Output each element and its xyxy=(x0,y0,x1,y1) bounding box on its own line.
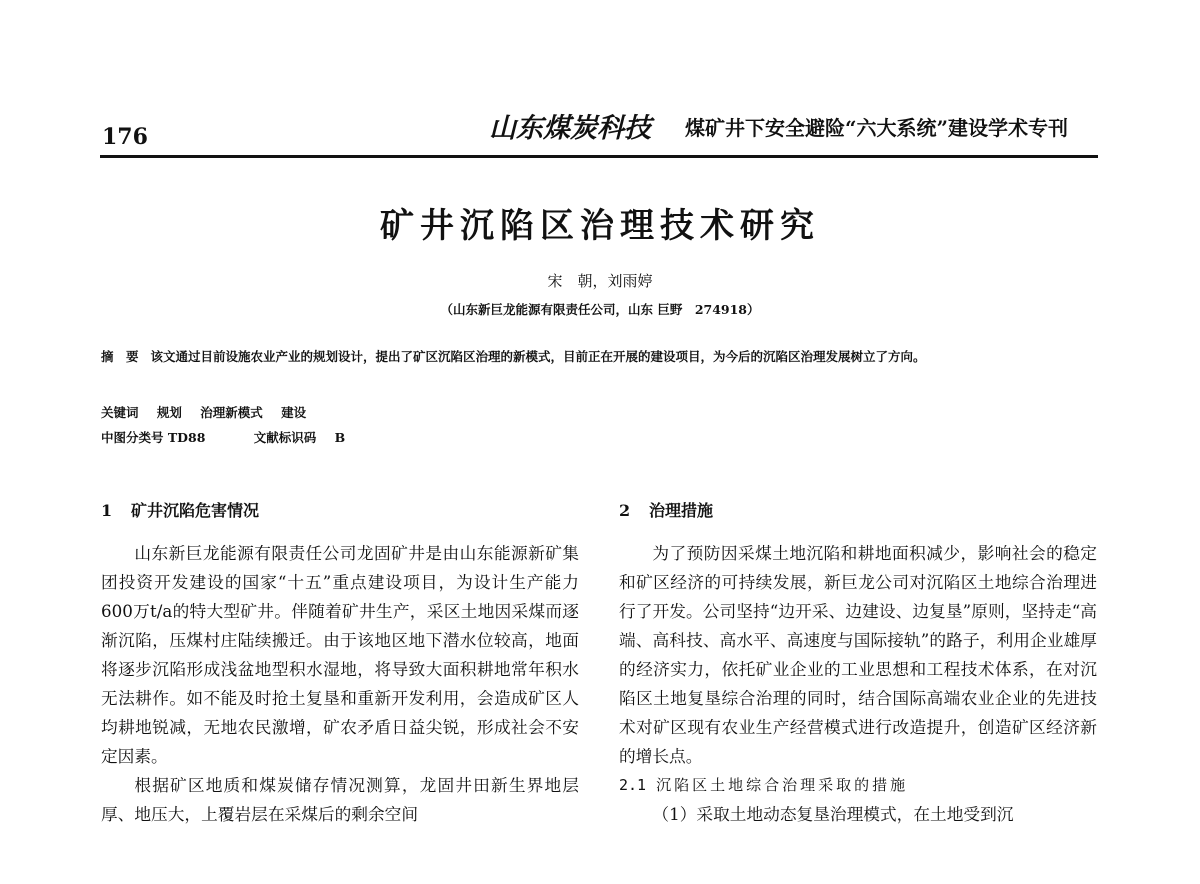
subsection-heading xyxy=(619,771,1097,800)
article-title: 矿井沉陷区治理技术研究 xyxy=(380,206,820,246)
keyword: 建设 xyxy=(281,405,307,420)
section-number: 1 xyxy=(101,501,113,520)
body-paragraph: 为了预防因采煤土地沉陷和耕地面积减少，影响社会的稳定和矿区经济的可持续发展，新巨龙公司对沉陷区土地综合治理进行了开发。公司坚持“边开采、边建设、边复垦”原则，坚持走“高端、高科技、高水平、高速度与国际接轨”的路子，利用企业雄厚的经济实力，依托矿业企业的工业思想和工程技术体系，在对沉陷区土地复垦综合治理的同时，结合国际高端农业企业的先进技术对矿区现有农业生产经营模式进行改造提升，创造矿区经济新的增长点。 xyxy=(619,543,1097,766)
clc-value: TD88 xyxy=(167,430,206,445)
clc-label: 中图分类号 xyxy=(101,430,164,445)
subsection-title: 沉陷区土地综合治理采取的措施 xyxy=(656,776,909,794)
body-paragraph: 根据矿区地质和煤炭储存情况测算，龙固井田新生界地层厚、地压大，上覆岩层在采煤后的剩余空间 xyxy=(101,775,579,824)
abstract-label: 摘 要 xyxy=(101,349,139,364)
keyword: 治理新模式 xyxy=(200,405,263,420)
left-column xyxy=(101,496,579,829)
section-title: 矿井沉陷危害情况 xyxy=(131,501,260,520)
issue-title: 煤矿井下安全避险“六大系统”建设学术专刊 xyxy=(685,116,1069,140)
header-rule xyxy=(100,155,1098,158)
classification-line xyxy=(101,428,345,446)
keyword: 规划 xyxy=(156,405,182,420)
abstract xyxy=(101,344,1097,369)
journal-name: 山东煤炭科技 xyxy=(489,113,651,144)
subsection-number: 2.1 xyxy=(619,776,647,794)
authors: 宋 朝，刘雨婷 xyxy=(547,272,653,290)
section-title: 治理措施 xyxy=(649,501,714,520)
body-paragraph: （1）采取土地动态复垦治理模式，在土地受到沉 xyxy=(652,804,1014,824)
doc-code-value: B xyxy=(334,430,346,445)
abstract-text: 该文通过目前设施农业产业的规划设计，提出了矿区沉陷区治理的新模式，目前正在开展的建设项目，为今后的沉陷区治理发展树立了方向。 xyxy=(150,349,926,364)
right-column xyxy=(619,496,1097,829)
affiliation: （山东新巨龙能源有限责任公司，山东 巨野 274918） xyxy=(440,302,760,317)
section-heading xyxy=(619,496,1097,525)
section-number: 2 xyxy=(619,501,631,520)
page-number: 176 xyxy=(102,124,148,150)
section-heading xyxy=(101,496,579,525)
keywords-line xyxy=(101,403,306,421)
keywords-label: 关键词 xyxy=(101,405,139,420)
body-paragraph: 山东新巨龙能源有限责任公司龙固矿井是由山东能源新矿集团投资开发建设的国家“十五”重点建设项目，为设计生产能力600万t/a的特大型矿井。伴随着矿井生产，采区土地因采煤而逐渐沉陷，压煤村庄陆续搬迁。由于该地区地下潜水位较高，地面将逐步沉陷形成浅盆地型积水湿地，将导致大面积耕地常年积水无法耕作。如不能及时抢土复垦和重新开发利用，会造成矿区人均耕地锐减，无地农民激增，矿农矛盾日益尖锐，形成社会不安定因素。 xyxy=(101,543,579,766)
doc-code-label: 文献标识码 xyxy=(253,430,317,445)
